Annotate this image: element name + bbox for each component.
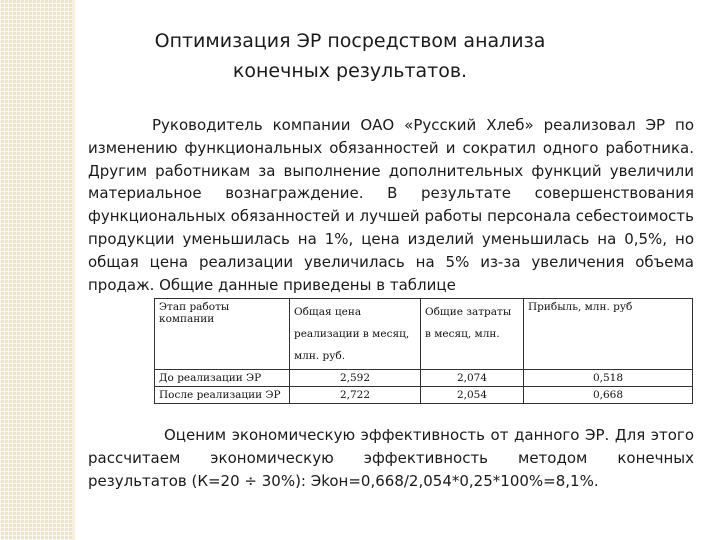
conclusion-paragraph [88, 424, 694, 492]
title-line-2: конечных результатов. [232, 60, 468, 82]
results-table [154, 298, 693, 404]
intro-text: Руководитель компании ОАО «Русский Хлеб» реализовал ЭР по изменению функциональных обязанностей и сократил одного работника. Другим работникам за выполнение дополнительных функций увеличили материальное вознаграждение. В результате совершенствования функциональных обязанностей и лучшей работы персонала себестоимость продукции уменьшилась на 1%, цена изделий уменьшилась на 0,5%, но общая цена реализации увеличилась на 5% из-за увеличения объема продаж. Общие данные приведены в таблице [88, 116, 694, 294]
decorative-side-stripe [0, 0, 72, 540]
table-cell-stage: До реализации ЭР [155, 370, 290, 387]
table-header-cell: Этап работы компании [155, 299, 290, 370]
table-cell-profit: 0,668 [524, 387, 693, 404]
intro-paragraph [88, 114, 694, 296]
table-header-cell: Прибыль, млн. руб [524, 299, 693, 370]
conclusion-text: Оценим экономическую эффективность от данного ЭР. Для этого рассчитаем экономическую эффективность методом конечных результатов (К=20 ÷ 30%): Эkoн=0,668/2,054*0,25*100%=8,1%. [88, 426, 694, 490]
table-cell-price: 2,592 [290, 370, 421, 387]
table-cell-price: 2,722 [290, 387, 421, 404]
table-cell-stage: После реализации ЭР [155, 387, 290, 404]
table-cell-costs: 2,054 [421, 387, 524, 404]
header-price-label: Общая цена реализации в месяц, млн. руб. [294, 306, 410, 362]
table-row [155, 370, 693, 387]
slide-title [140, 26, 560, 86]
table-row [155, 387, 693, 404]
table-header-row [155, 299, 693, 370]
title-line-1: Оптимизация ЭР посредством анализа [154, 30, 546, 52]
header-costs-label: Общие затраты в месяц, млн. [425, 306, 512, 340]
table-cell-costs: 2,074 [421, 370, 524, 387]
table-header-cell [421, 299, 524, 370]
stripe-edge [72, 0, 75, 540]
table-cell-profit: 0,518 [524, 370, 693, 387]
table-header-cell [290, 299, 421, 370]
